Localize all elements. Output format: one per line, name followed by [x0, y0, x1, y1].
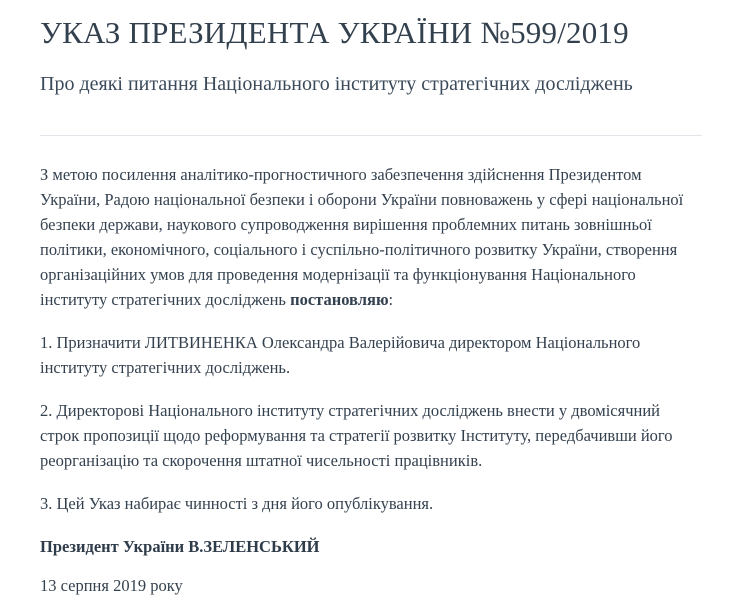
document-subtitle: Про деякі питання Національного інституту стратегічних досліджень	[40, 73, 633, 95]
paragraph-text: 1. Призначити ЛИТВИНЕНКА Олександра Валерійовича директором Національного інституту стратегічних досліджень.	[40, 333, 641, 377]
paragraph-text-tail: :	[388, 290, 394, 309]
paragraph-text: 3. Цей Указ набирає чинності з дня його опублікування.	[40, 494, 434, 513]
document-date: 13 серпня 2019 року	[40, 576, 183, 595]
paragraph-item-2	[40, 398, 702, 473]
page-title: УКАЗ ПРЕЗИДЕНТА УКРАЇНИ №599/2019	[40, 15, 629, 50]
document-body	[40, 136, 702, 598]
signature-line: Президент України В.ЗЕЛЕНСЬКИЙ	[40, 537, 320, 556]
paragraph-preamble	[40, 162, 702, 312]
paragraph-text: 2. Директорові Національного інституту стратегічних досліджень внести у двомісячний строк пропозиції щодо реформування та стратегії розвитку Інституту, передбачивши його реорганізацію та скорочення штатної чисельності працівників.	[40, 401, 673, 470]
paragraph-emphasis: постановляю	[290, 290, 389, 309]
paragraph-item-1	[40, 330, 702, 380]
paragraph-text: З метою посилення аналітико-прогностичного забезпечення здійснення Президентом України, Радою національної безпеки і оборони України повноважень у сфері національної безпеки держави, наукового супроводження вирішення проблемних питань зовнішньої політики, економічного, соціального і суспільно-політичного розвитку України, створення організаційних умов для проведення модернізації та функціонування Національного інституту стратегічних досліджень	[40, 165, 684, 309]
paragraph-item-3	[40, 491, 702, 516]
